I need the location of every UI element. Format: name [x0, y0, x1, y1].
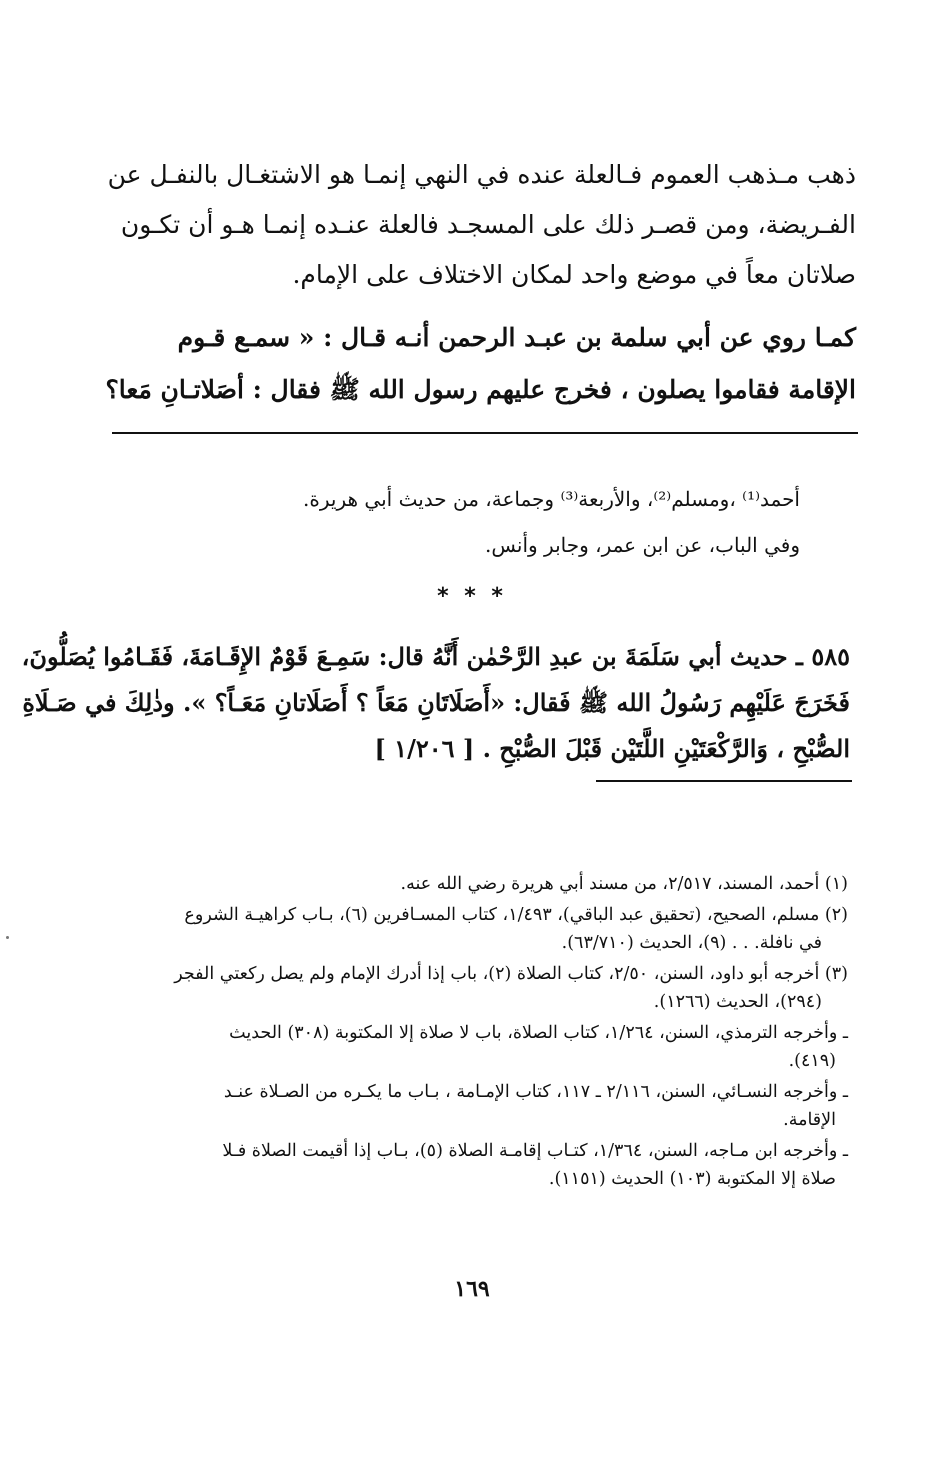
footnote-line: (٢) مسلم، الصحيح، (تحقيق عبد الباقي)، ١/٤٩٣، كتاب المسـافرين (٦)، بـاب كراهيـة الشروع	[184, 905, 848, 925]
takhrij-line: أحمد⁽¹⁾ ،ومسلم⁽²⁾، والأربعة⁽³⁾ وجماعة، من حديث أبي هريرة.	[303, 487, 800, 511]
section-divider	[112, 432, 858, 434]
quote-line: كمـا روي عن أبي سلمة بن عبـد الرحمن أنـه قـال : « سمـع قـوم	[177, 323, 856, 352]
footnote-line: (٢٩٤)، الحديث (١٢٦٦).	[653, 992, 822, 1012]
footnote-3-tirmidhi	[128, 1019, 848, 1075]
footnote-line: الإقامة.	[783, 1110, 836, 1130]
footnote-line: (٣) أخرجه أبو داود، السنن، ٢/٥٠، كتاب الصلاة (٢)، باب إذا أدرك الإمام ولم يصل ركعتي الفجر	[174, 964, 848, 984]
footnote-3-ibn-majah	[128, 1137, 848, 1193]
quote-line: الإقامة فقاموا يصلون ، فخرج عليهم رسول الله ﷺ فقال : أصَلاتـانِ مَعا؟	[105, 375, 856, 404]
footnote-line: صلاة إلا المكتوبة (١٠٣) الحديث (١١٥١).	[548, 1169, 836, 1189]
footnote-line: ـ وأخرجه ابن مـاجه، السنن، ١/٣٦٤، كتـاب إقامـة الصلاة (٥)، بـاب إذا أقيمت الصلاة فـلا	[222, 1141, 848, 1161]
hadith-text	[21, 634, 850, 772]
margin-speck	[6, 936, 9, 939]
footnote-line: في نافلة. . . (٩)، الحديث (٦٣/٧١٠).	[561, 933, 822, 953]
commentary-line: صلاتان معاً في موضع واحد لمكان الاختلاف على الإمام.	[292, 260, 856, 289]
footnote-1	[128, 870, 848, 898]
footnote-line: (٤١٩).	[788, 1051, 836, 1071]
footnotes	[128, 870, 848, 1196]
footnote-3-nasai	[128, 1078, 848, 1134]
hadith-line: الصُّبْحِ ، وَالرَّكْعَتَيْنِ اللَّتَيْن قَبْلَ الصُّبْحِ . [ ١/٢٠٦ ]	[374, 734, 850, 763]
footnote-3	[128, 960, 848, 1016]
footnote-line: (١) أحمد، المسند، ٢/٥١٧، من مسند أبي هريرة رضي الله عنه.	[400, 874, 848, 894]
page-number: ١٦٩	[454, 1276, 490, 1302]
hadith-line: فَخَرَجَ عَلَيْهِم رَسُولُ الله ﷺ فَقال: «أَصَلَاتَانِ مَعَاً ؟ أَصَلَاتانِ مَعَـاً؟ ». وذٰلِكَ في صَـلَاةِ	[22, 688, 850, 717]
commentary-line: ذهب مـذهب العموم فـالعلة عنده في النهي إنمـا هو الاشتغـال بالنفـل عن	[107, 160, 856, 189]
commentary-line: الفـريضة، ومن قصـر ذلك على المسجـد فالعلة عنـده إنمـا هـو أن تكـون	[120, 210, 856, 239]
takhrij-line: وفي الباب، عن ابن عمر، وجابر وأنس.	[485, 533, 800, 557]
footnote-line: ـ وأخرجه الترمذي، السنن، ١/٢٦٤، كتاب الصلاة، باب لا صلاة إلا المكتوبة (٣٠٨) الحديث	[229, 1023, 848, 1043]
footnote-2	[128, 901, 848, 957]
footnote-line: ـ وأخرجه النسـائي، السنن، ٢/١١٦ ـ ١١٧، كتاب الإمـامة ، بـاب ما يكـره من الصـلاة عنـد	[223, 1082, 848, 1102]
commentary-paragraph	[107, 150, 856, 300]
footnote-divider	[596, 780, 852, 782]
hadith-line: ٥٨٥ ـ حديث أبي سَلَمَةَ بن عبدِ الرَّحْمٰن أَنَّهُ قال: سَمِـعَ قَوْمٌ الإِقَـامَةَ، فَقَـامُوا يُصَلُّونَ،	[21, 642, 850, 671]
stars-separator: * * *	[437, 584, 507, 609]
quoted-narration	[105, 312, 856, 416]
takhrij-paragraph	[200, 476, 800, 568]
